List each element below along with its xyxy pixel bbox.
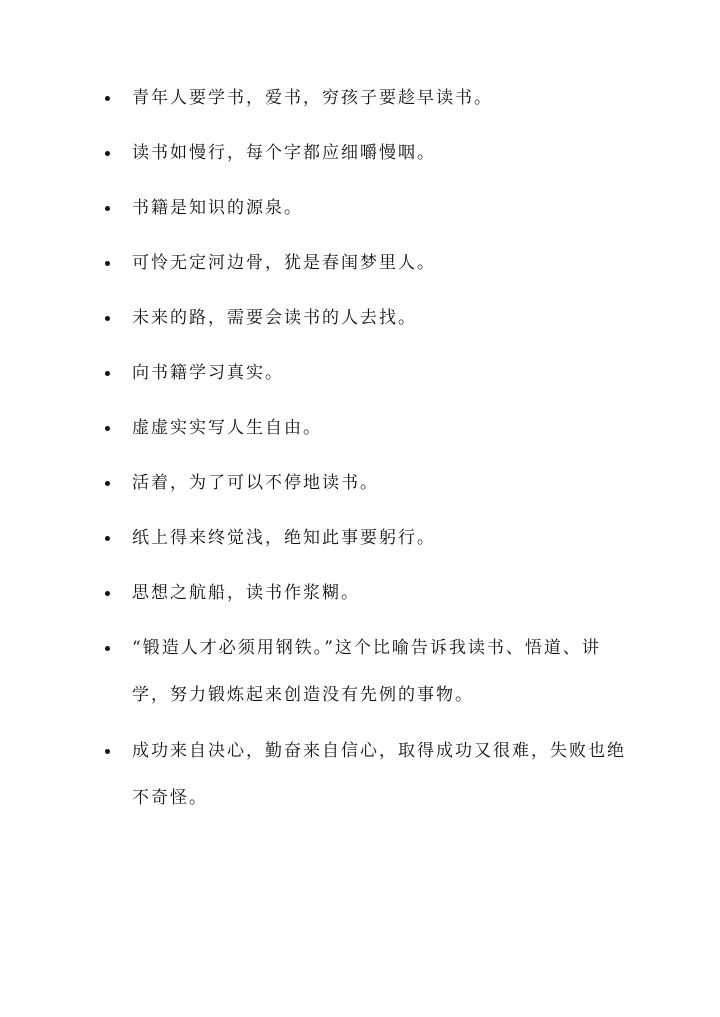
list-item — [105, 524, 630, 552]
list-item — [105, 579, 630, 607]
list-item — [105, 304, 630, 332]
quote-text: 纸上得来终觉浅，绝知此事要躬行。 — [132, 528, 436, 548]
list-item — [105, 625, 630, 719]
quote-text: 青年人要学书，爱书，穷孩子要趁早读书。 — [132, 88, 493, 108]
quote-text: 思想之航船，读书作浆糊。 — [132, 583, 360, 603]
list-item — [105, 139, 630, 167]
quote-list — [105, 84, 630, 840]
quote-text: 成功来自决心，勤奋来自信心，取得成功又很难，失败也绝不奇怪。 — [132, 741, 626, 808]
quote-text: “锻造人才必须用钢铁。”这个比喻告诉我读书、悟道、讲学，努力锻炼起来创造没有先例的事物。 — [132, 638, 601, 705]
quote-text: 读书如慢行，每个字都应细嚼慢咽。 — [132, 143, 436, 163]
bullet-icon — [105, 591, 110, 596]
quote-text: 向书籍学习真实。 — [132, 363, 284, 383]
bullet-icon — [105, 151, 110, 156]
list-item — [105, 84, 630, 112]
quote-text: 书籍是知识的源泉。 — [132, 198, 303, 218]
bullet-icon — [105, 646, 110, 651]
quote-text: 可怜无定河边骨，犹是春闺梦里人。 — [132, 253, 436, 273]
list-item — [105, 728, 630, 822]
quote-text: 虚虚实实写人生自由。 — [132, 418, 322, 438]
bullet-icon — [105, 261, 110, 266]
bullet-icon — [105, 481, 110, 486]
list-item — [105, 359, 630, 387]
bullet-icon — [105, 96, 110, 101]
quote-text: 活着，为了可以不停地读书。 — [132, 473, 379, 493]
list-item — [105, 249, 630, 277]
bullet-icon — [105, 371, 110, 376]
bullet-icon — [105, 536, 110, 541]
bullet-icon — [105, 426, 110, 431]
quote-text: 未来的路，需要会读书的人去找。 — [132, 308, 417, 328]
list-item — [105, 469, 630, 497]
list-item — [105, 414, 630, 442]
bullet-icon — [105, 749, 110, 754]
bullet-icon — [105, 206, 110, 211]
bullet-icon — [105, 316, 110, 321]
list-item — [105, 194, 630, 222]
